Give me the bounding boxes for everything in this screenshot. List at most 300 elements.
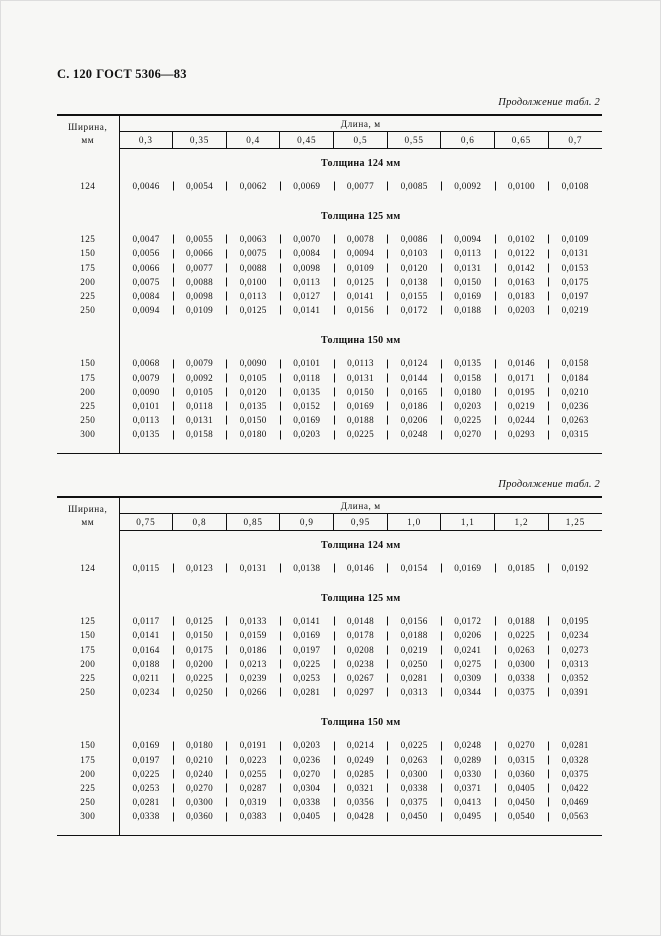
table-cell: 0,0142 xyxy=(495,261,549,275)
table-row xyxy=(57,753,602,767)
table-cell: 0,0249 xyxy=(334,753,388,767)
table-cell: 0,0150 xyxy=(173,628,227,642)
table-row xyxy=(57,671,602,685)
table-cell: 0,0225 xyxy=(280,657,334,671)
table-cell: 0,0088 xyxy=(173,275,227,289)
spacer-cell xyxy=(334,699,388,708)
table-cell: 0,0135 xyxy=(441,356,495,370)
spacer-cell xyxy=(441,442,495,454)
table-cell: 0,0118 xyxy=(173,399,227,413)
table-cell: 0,0495 xyxy=(441,809,495,823)
table-row xyxy=(57,795,602,809)
table-cell: 0,0263 xyxy=(495,643,549,657)
table-row xyxy=(57,685,602,699)
table-cell: 0,0180 xyxy=(226,427,280,441)
table-cell: 0,0113 xyxy=(280,275,334,289)
spacer-cell xyxy=(495,699,549,708)
table-cell: 0,0188 xyxy=(441,303,495,317)
table-cell: 0,0108 xyxy=(548,179,602,193)
table-cell: 0,0113 xyxy=(334,356,388,370)
table-cell: 0,0225 xyxy=(132,768,160,779)
table-cell: 0,0270 xyxy=(441,427,495,441)
section-caption: Толщина 125 мм xyxy=(321,211,401,223)
table-cell: 0,0120 xyxy=(226,385,280,399)
column-group-header-length: Длина, м xyxy=(119,115,602,132)
section-row-label-spacer xyxy=(57,326,119,356)
table-cell: 0,0300 xyxy=(387,767,441,781)
table-cell: 0,0225 xyxy=(334,427,388,441)
table-cell: 0,0138 xyxy=(280,561,334,575)
table-cell: 0,0148 xyxy=(334,614,388,628)
table-cell: 0,0156 xyxy=(334,303,388,317)
table-cell: 0,0267 xyxy=(334,671,388,685)
spacer-cell xyxy=(173,575,227,584)
table-row xyxy=(57,179,602,193)
table-cell: 0,0169 xyxy=(280,628,334,642)
table-cell: 0,0192 xyxy=(548,561,602,575)
table-cell: 0,0169 xyxy=(441,289,495,303)
spacer-cell xyxy=(548,575,602,584)
table-cell: 0,0175 xyxy=(173,643,227,657)
column-header-length-0-4: 0,4 xyxy=(226,132,280,149)
table-row xyxy=(57,738,602,752)
table-cell: 0,0094 xyxy=(441,232,495,246)
row-label-width: 250 xyxy=(57,685,119,699)
table-cell: 0,0450 xyxy=(495,795,549,809)
table-cell: 0,0056 xyxy=(132,248,160,259)
table-row xyxy=(57,261,602,275)
row-label-width: 175 xyxy=(57,371,119,385)
spacer-cell xyxy=(173,193,227,202)
table-cell: 0,0150 xyxy=(334,385,388,399)
spacer-cell xyxy=(226,575,280,584)
width-header-line-1: Ширина, xyxy=(68,122,108,133)
table-block-2 xyxy=(57,479,602,836)
table-cell: 0,0188 xyxy=(387,628,441,642)
table-cell: 0,0079 xyxy=(132,372,160,383)
table-cell: 0,0138 xyxy=(387,275,441,289)
spacer-cell xyxy=(387,193,441,202)
table-cell: 0,0236 xyxy=(548,399,602,413)
table-cell: 0,0253 xyxy=(280,671,334,685)
row-label-width: 124 xyxy=(57,179,119,193)
table-cell: 0,0188 xyxy=(132,658,160,669)
row-label-width: 225 xyxy=(57,399,119,413)
table-cell: 0,0375 xyxy=(387,795,441,809)
table-cell: 0,0244 xyxy=(495,413,549,427)
table-cell: 0,0197 xyxy=(280,643,334,657)
table-cell: 0,0383 xyxy=(226,809,280,823)
table-block-1 xyxy=(57,97,602,454)
table-cell: 0,0094 xyxy=(334,246,388,260)
table-row xyxy=(57,246,602,260)
spacer-cell xyxy=(119,317,173,326)
spacer-cell xyxy=(334,824,388,836)
table-cell: 0,0356 xyxy=(334,795,388,809)
table-cell: 0,0131 xyxy=(334,371,388,385)
spacer-cell xyxy=(173,317,227,326)
section-caption-row xyxy=(57,584,602,614)
row-label-width: 150 xyxy=(57,246,119,260)
table-row xyxy=(57,628,602,642)
section-spacer-row xyxy=(57,575,602,584)
table-cell: 0,0084 xyxy=(132,291,160,302)
table-cell: 0,0203 xyxy=(280,738,334,752)
table-cell: 0,0219 xyxy=(387,643,441,657)
table-cell: 0,0169 xyxy=(441,561,495,575)
table-cell: 0,0563 xyxy=(548,809,602,823)
spacer-cell xyxy=(280,442,334,454)
table-cell: 0,0214 xyxy=(334,738,388,752)
table-cell: 0,0163 xyxy=(495,275,549,289)
page-number-label: С. 120 xyxy=(57,67,93,81)
table-cell: 0,0338 xyxy=(495,671,549,685)
row-label-width: 225 xyxy=(57,671,119,685)
table-cell: 0,0338 xyxy=(387,781,441,795)
table-cell: 0,0141 xyxy=(132,630,160,641)
spacer-cell xyxy=(280,317,334,326)
section-row-label-spacer xyxy=(57,149,119,180)
spacer-cell xyxy=(387,442,441,454)
table-cell: 0,0046 xyxy=(132,181,160,191)
row-label-width: 175 xyxy=(57,261,119,275)
column-header-length-0-35: 0,35 xyxy=(173,132,227,149)
table-cell: 0,0234 xyxy=(132,687,160,698)
table-cell: 0,0172 xyxy=(387,303,441,317)
table-cell: 0,0070 xyxy=(280,232,334,246)
table-cell: 0,0213 xyxy=(226,657,280,671)
table-cell: 0,0250 xyxy=(173,685,227,699)
column-header-length-0-5: 0,5 xyxy=(334,132,388,149)
row-label-width: 300 xyxy=(57,427,119,441)
row-label-width: 250 xyxy=(57,303,119,317)
table-cell: 0,0185 xyxy=(495,561,549,575)
table-cell: 0,0371 xyxy=(441,781,495,795)
row-label-width: 125 xyxy=(57,232,119,246)
section-caption: Толщина 150 мм xyxy=(321,717,401,729)
table-cell: 0,0428 xyxy=(334,809,388,823)
table-cell: 0,0117 xyxy=(132,616,160,627)
table-cell: 0,0344 xyxy=(441,685,495,699)
row-label-width: 125 xyxy=(57,614,119,628)
table-cell: 0,0195 xyxy=(548,614,602,628)
table-bottom-rule-cell xyxy=(57,835,602,836)
column-header-length-0-9: 0,9 xyxy=(280,514,334,531)
spacer-cell xyxy=(548,824,602,836)
table-cell: 0,0069 xyxy=(280,179,334,193)
table-cell: 0,0101 xyxy=(280,356,334,370)
table-cell: 0,0203 xyxy=(280,427,334,441)
table-cell: 0,0450 xyxy=(387,809,441,823)
spacer-cell xyxy=(387,575,441,584)
section-caption: Толщина 124 мм xyxy=(321,540,401,551)
table-cell: 0,0315 xyxy=(495,753,549,767)
row-label-width: 200 xyxy=(57,385,119,399)
table-cell: 0,0225 xyxy=(387,738,441,752)
table-cell: 0,0266 xyxy=(226,685,280,699)
table-cell: 0,0092 xyxy=(173,371,227,385)
table-cell: 0,0115 xyxy=(132,563,160,573)
table-cell: 0,0131 xyxy=(441,261,495,275)
table-cell: 0,0150 xyxy=(441,275,495,289)
table-cell: 0,0127 xyxy=(280,289,334,303)
table-cell: 0,0238 xyxy=(334,657,388,671)
table-cell: 0,0289 xyxy=(441,753,495,767)
column-header-width xyxy=(57,497,119,531)
table-cell: 0,0054 xyxy=(173,179,227,193)
table-cell: 0,0275 xyxy=(441,657,495,671)
table-cell: 0,0152 xyxy=(280,399,334,413)
column-header-length-0-3: 0,3 xyxy=(119,132,173,149)
row-label-width: 200 xyxy=(57,657,119,671)
spacer-cell xyxy=(334,193,388,202)
table-cell: 0,0063 xyxy=(226,232,280,246)
spacer-cell xyxy=(548,699,602,708)
table-cell: 0,0405 xyxy=(495,781,549,795)
spacer-cell xyxy=(387,824,441,836)
table-cell: 0,0066 xyxy=(173,246,227,260)
column-header-length-0-7: 0,7 xyxy=(548,132,602,149)
spacer-row-label xyxy=(57,824,119,836)
spacer-cell xyxy=(280,699,334,708)
table-row xyxy=(57,643,602,657)
table-cell: 0,0338 xyxy=(280,795,334,809)
table-cell: 0,0219 xyxy=(495,399,549,413)
column-header-length-0-6: 0,6 xyxy=(441,132,495,149)
table-row xyxy=(57,657,602,671)
row-label-width: 250 xyxy=(57,795,119,809)
section-spacer-row xyxy=(57,317,602,326)
row-label-width: 175 xyxy=(57,643,119,657)
table-cell: 0,0195 xyxy=(495,385,549,399)
table-row xyxy=(57,275,602,289)
width-header-line-2: мм xyxy=(81,516,95,527)
table-cell: 0,0135 xyxy=(226,399,280,413)
table-cell: 0,0210 xyxy=(548,385,602,399)
table-row xyxy=(57,809,602,823)
table-row xyxy=(57,614,602,628)
row-label-width: 250 xyxy=(57,413,119,427)
spacer-cell xyxy=(173,699,227,708)
table-cell: 0,0075 xyxy=(132,276,160,287)
table-cell: 0,0154 xyxy=(387,561,441,575)
table-cell: 0,0113 xyxy=(226,289,280,303)
table-cell: 0,0263 xyxy=(387,753,441,767)
table-cell: 0,0141 xyxy=(280,303,334,317)
column-header-length-1-2: 1,2 xyxy=(495,514,549,531)
table-cell: 0,0304 xyxy=(280,781,334,795)
table-cell: 0,0158 xyxy=(441,371,495,385)
table-cell: 0,0188 xyxy=(495,614,549,628)
table-cell: 0,0321 xyxy=(334,781,388,795)
table-cell: 0,0178 xyxy=(334,628,388,642)
column-header-length-1-25: 1,25 xyxy=(548,514,602,531)
table-cell: 0,0225 xyxy=(495,628,549,642)
spacer-cell xyxy=(387,317,441,326)
table-cell: 0,0200 xyxy=(173,657,227,671)
table-cell: 0,0184 xyxy=(548,371,602,385)
table-cell: 0,0300 xyxy=(173,795,227,809)
section-row-label-spacer xyxy=(57,708,119,738)
table-cell: 0,0180 xyxy=(441,385,495,399)
table-bottom-rule xyxy=(57,835,602,836)
table-cell: 0,0098 xyxy=(173,289,227,303)
section-caption-row xyxy=(57,149,602,180)
table-cell: 0,0169 xyxy=(334,399,388,413)
spacer-cell xyxy=(173,824,227,836)
table-cell: 0,0248 xyxy=(387,427,441,441)
table-row xyxy=(57,385,602,399)
table-cell: 0,0287 xyxy=(226,781,280,795)
data-table xyxy=(57,496,602,836)
spacer-cell xyxy=(334,575,388,584)
table-cell: 0,0125 xyxy=(226,303,280,317)
column-header-length-0-45: 0,45 xyxy=(280,132,334,149)
table-cell: 0,0241 xyxy=(441,643,495,657)
table-cell: 0,0183 xyxy=(495,289,549,303)
standard-designation: ГОСТ 5306—83 xyxy=(96,67,187,81)
table-cell: 0,0171 xyxy=(495,371,549,385)
table-cell: 0,0223 xyxy=(226,753,280,767)
table-cell: 0,0208 xyxy=(334,643,388,657)
table-cell: 0,0109 xyxy=(548,232,602,246)
table-cell: 0,0175 xyxy=(548,275,602,289)
table-cell: 0,0141 xyxy=(280,614,334,628)
table-cell: 0,0088 xyxy=(226,261,280,275)
table-cell: 0,0075 xyxy=(226,246,280,260)
section-row-label-spacer xyxy=(57,584,119,614)
spacer-cell xyxy=(334,442,388,454)
table-cell: 0,0225 xyxy=(173,671,227,685)
spacer-cell xyxy=(119,442,173,454)
table-cell: 0,0158 xyxy=(548,356,602,370)
table-cell: 0,0125 xyxy=(334,275,388,289)
table-cell: 0,0270 xyxy=(173,781,227,795)
table-cell: 0,0422 xyxy=(548,781,602,795)
table-cell: 0,0131 xyxy=(173,413,227,427)
table-cell: 0,0135 xyxy=(132,429,160,440)
table-cell: 0,0118 xyxy=(280,371,334,385)
table-cell: 0,0146 xyxy=(495,356,549,370)
spacer-cell xyxy=(226,193,280,202)
table-cell: 0,0122 xyxy=(495,246,549,260)
table-cell: 0,0469 xyxy=(548,795,602,809)
row-label-width: 300 xyxy=(57,809,119,823)
spacer-cell xyxy=(280,824,334,836)
table-cell: 0,0090 xyxy=(226,356,280,370)
section-spacer-row xyxy=(57,442,602,454)
table-cell: 0,0191 xyxy=(226,738,280,752)
table-cell: 0,0135 xyxy=(280,385,334,399)
table-cell: 0,0113 xyxy=(441,246,495,260)
section-caption: Толщина 125 мм xyxy=(321,593,401,605)
table-bottom-rule-cell xyxy=(57,453,602,454)
spacer-cell xyxy=(441,317,495,326)
table-cell: 0,0273 xyxy=(548,643,602,657)
table-cell: 0,0098 xyxy=(280,261,334,275)
table-cell: 0,0270 xyxy=(495,738,549,752)
section-caption-row xyxy=(57,708,602,738)
table-cell: 0,0077 xyxy=(334,179,388,193)
spacer-cell xyxy=(441,699,495,708)
table-cell: 0,0155 xyxy=(387,289,441,303)
spacer-row-label xyxy=(57,193,119,202)
row-label-width: 150 xyxy=(57,628,119,642)
spacer-cell xyxy=(226,824,280,836)
table-cell: 0,0281 xyxy=(387,671,441,685)
table-cell: 0,0144 xyxy=(387,371,441,385)
section-caption: Толщина 150 мм xyxy=(321,335,401,347)
table-cell: 0,0164 xyxy=(132,644,160,655)
spacer-cell xyxy=(548,442,602,454)
table-row xyxy=(57,767,602,781)
table-bottom-rule xyxy=(57,453,602,454)
table-row xyxy=(57,289,602,303)
table-cell: 0,0109 xyxy=(173,303,227,317)
table-cell: 0,0103 xyxy=(387,246,441,260)
table-cell: 0,0236 xyxy=(280,753,334,767)
table-cell: 0,0188 xyxy=(334,413,388,427)
row-label-width: 175 xyxy=(57,753,119,767)
table-cell: 0,0413 xyxy=(441,795,495,809)
row-label-width: 124 xyxy=(57,561,119,575)
table-cell: 0,0047 xyxy=(132,234,160,245)
table-cell: 0,0219 xyxy=(548,303,602,317)
table-cell: 0,0309 xyxy=(441,671,495,685)
spacer-cell xyxy=(387,699,441,708)
table-cell: 0,0094 xyxy=(132,305,160,316)
table-row xyxy=(57,781,602,795)
table-cell: 0,0068 xyxy=(132,358,160,369)
continuation-note: Продолжение табл. 2 xyxy=(498,97,600,108)
table-cell: 0,0085 xyxy=(387,179,441,193)
table-cell: 0,0315 xyxy=(548,427,602,441)
column-header-length-0-75: 0,75 xyxy=(119,514,173,531)
table-cell: 0,0293 xyxy=(495,427,549,441)
table-cell: 0,0391 xyxy=(548,685,602,699)
table-cell: 0,0281 xyxy=(548,738,602,752)
column-header-width xyxy=(57,115,119,149)
table-cell: 0,0131 xyxy=(226,561,280,575)
table-cell: 0,0133 xyxy=(226,614,280,628)
table-cell: 0,0079 xyxy=(173,356,227,370)
table-cell: 0,0078 xyxy=(334,232,388,246)
column-header-length-0-65: 0,65 xyxy=(495,132,549,149)
table-cell: 0,0338 xyxy=(132,811,160,822)
table-cell: 0,0125 xyxy=(173,614,227,628)
spacer-cell xyxy=(226,317,280,326)
table-cell: 0,0066 xyxy=(132,262,160,273)
table-cell: 0,0084 xyxy=(280,246,334,260)
spacer-cell xyxy=(280,193,334,202)
table-cell: 0,0211 xyxy=(132,673,160,684)
spacer-cell xyxy=(119,699,173,708)
table-cell: 0,0248 xyxy=(441,738,495,752)
width-header-line-2: мм xyxy=(81,134,95,145)
width-header-line-1: Ширина, xyxy=(68,504,108,515)
column-header-length-0-8: 0,8 xyxy=(173,514,227,531)
spacer-cell xyxy=(495,442,549,454)
table-cell: 0,0100 xyxy=(226,275,280,289)
column-header-length-0-95: 0,95 xyxy=(334,514,388,531)
table-row xyxy=(57,399,602,413)
column-header-length-1-1: 1,1 xyxy=(441,514,495,531)
table-cell: 0,0330 xyxy=(441,767,495,781)
section-caption: Толщина 124 мм xyxy=(321,158,401,169)
spacer-cell xyxy=(495,824,549,836)
table-cell: 0,0100 xyxy=(495,179,549,193)
table-cell: 0,0124 xyxy=(387,356,441,370)
